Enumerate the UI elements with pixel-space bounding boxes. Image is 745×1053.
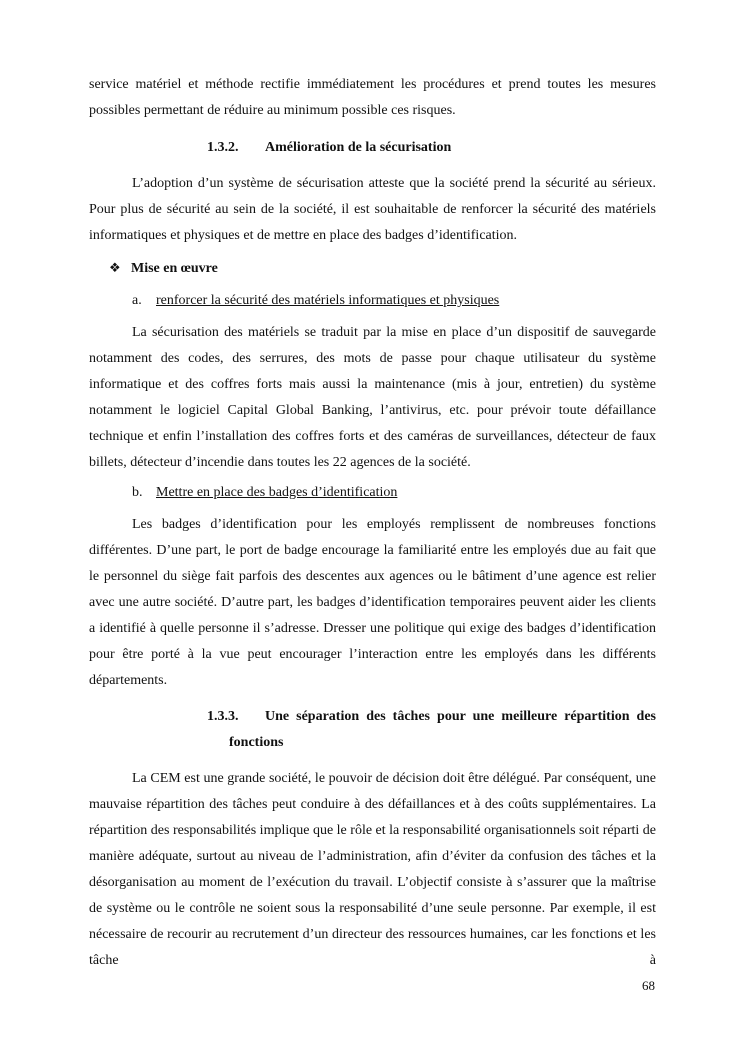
subitem-b [89,480,656,506]
subitem-text: renforcer la sécurité des matériels informatiques et physiques [156,293,500,308]
heading-title-line2: fonctions [229,735,284,750]
heading-number: 1.3.3. [207,709,239,724]
subitem-a [89,288,656,314]
page-number: 68 [642,978,655,993]
heading-title: Amélioration de la sécurisation [265,140,452,155]
paragraph-separation: La CEM est une grande société, le pouvoir de décision doit être délégué. Par conséquent, une mauvaise répartition des tâches peut conduire à des défaillances et à des coûts supplémentaires. La répartition des responsabilités implique que le rôle et la responsabilité organisationnels soit réparti de manière adéquate, surtout au niveau de l’administration, afin d’éviter da confusion des tâches et la désorganisation au moment de l’exécution du travail. L’objectif consiste à s’assurer que la maîtrise de système ou le contrôle ne soient sous la responsabilité d’une seule personne. Par exemple, il est nécessaire de recourir au recrutement d’un directeur des ressources humaines, car les fonctions et les tâche à [89,771,656,968]
bullet-label: Mise en œuvre [131,261,218,276]
paragraph-securisation: L’adoption d’un système de sécurisation atteste que la société prend la sécurité au sérieux. Pour plus de sécurité au sein de la société, il est souhaitable de renforcer la sécurité des matériels informatiques et physiques et de mettre en place des badges d’identification. [89,176,656,243]
diamond-bullet-icon: ❖ [109,260,121,275]
document-page [89,72,656,974]
subitem-letter: a. [132,293,142,308]
bullet-heading [89,255,656,282]
heading-title-line1: Une séparation des tâches pour une meilleure répartition des [265,709,656,724]
paragraph-materiels: La sécurisation des matériels se traduit par la mise en place d’un dispositif de sauvegarde notamment des codes, des serrures, des mots de passe pour chaque utilisateur du système informatique et des coffres forts mais aussi la maintenance (mis à jour, entretien) du système notamment le logiciel Capital Global Banking, l’antivirus, etc. pour prévoir toute défaillance technique et enfin l’installation des coffres forts et des caméras de surveillances, détecteur de faux billets, détecteur d’incendie dans toutes les 22 agences de la société. [89,325,656,470]
subitem-letter: b. [132,485,143,500]
heading-1-3-2 [89,135,656,161]
heading-1-3-3 [89,704,656,756]
paragraph-intro: service matériel et méthode rectifie immédiatement les procédures et prend toutes les mesures possibles permettant de réduire au minimum possible ces risques. [89,77,656,118]
paragraph-badges: Les badges d’identification pour les employés remplissent de nombreuses fonctions différentes. D’une part, le port de badge encourage la familiarité entre les employés due au fait que le personnel du siège fait parfois des descentes aux agences ou le bâtiment d’une agence est relier avec une autre société. D’autre part, les badges d’identification temporaires peuvent aider les clients a identifié à quelle personne il s’adresse. Dresser une politique qui exige des badges d’identification pour être porté à la vue peut encourager l’interaction entre les employés dans les différents départements. [89,517,656,688]
subitem-text: Mettre en place des badges d’identification [156,485,398,500]
heading-number: 1.3.2. [207,140,239,155]
